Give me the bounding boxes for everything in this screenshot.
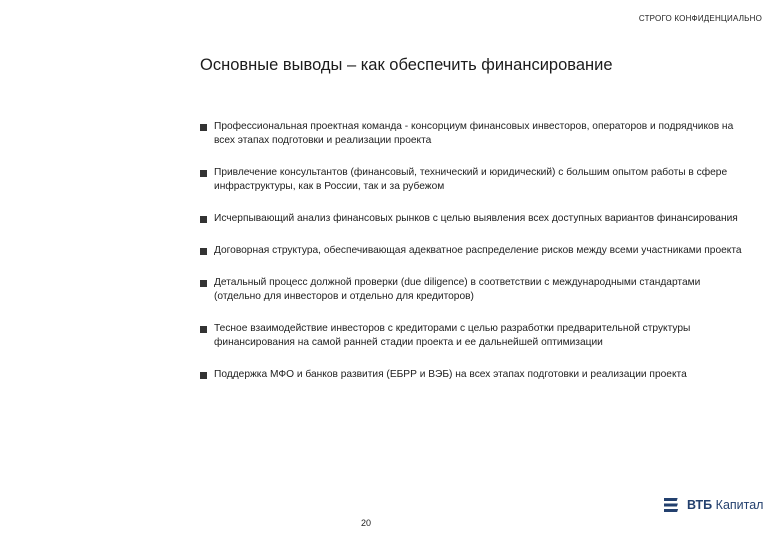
- bullet-text: Исчерпывающий анализ финансовых рынков с целью выявления всех доступных вариантов финансирования: [214, 213, 738, 224]
- logo-suffix: Капитал: [715, 498, 764, 512]
- bullet-square-icon: [200, 248, 207, 255]
- bullet-square-icon: [200, 326, 207, 333]
- bullet-text: Поддержка МФО и банков развития (ЕБРР и ВЭБ) на всех этапах подготовки и реализации проекта: [214, 369, 687, 380]
- bullet-square-icon: [200, 216, 207, 223]
- bullet-item: [198, 120, 748, 148]
- bullet-item: [198, 276, 748, 304]
- bullet-square-icon: [200, 124, 207, 131]
- bullet-square-icon: [200, 170, 207, 177]
- bullet-list: [198, 120, 748, 400]
- bullet-item: [198, 212, 748, 226]
- slide-title: Основные выводы – как обеспечить финансирование: [200, 56, 613, 74]
- bullet-text: Детальный процесс должной проверки (due diligence) в соответствии с международными стандартами (отдельно для инвесторов и отдельно для кредиторов): [214, 277, 701, 302]
- confidential-label: СТРОГО КОНФИДЕНЦИАЛЬНО: [638, 14, 762, 23]
- bullet-text: Профессиональная проектная команда - консорциум финансовых инвесторов, операторов и подрядчиков на всех этапах подготовки и реализации проекта: [214, 121, 734, 146]
- bullet-text: Договорная структура, обеспечивающая адекватное распределение рисков между всеми участниками проекта: [214, 245, 742, 256]
- bullet-square-icon: [200, 372, 207, 379]
- bullet-text: Привлечение консультантов (финансовый, технический и юридический) с большим опытом работы в сфере инфраструктуры, как в России, так и за рубежом: [214, 167, 728, 192]
- logo-text: [687, 498, 763, 512]
- vtb-capital-logo: [664, 497, 763, 513]
- bullet-item: [198, 322, 748, 350]
- page-number: 20: [361, 518, 372, 528]
- logo-brand: ВТБ: [687, 498, 713, 512]
- bullet-item: [198, 166, 748, 194]
- bullet-text: Тесное взаимодействие инвесторов с кредиторами с целью разработки предварительной структуры финансирования на самой ранней стадии проекта и ее дальнейшей оптимизации: [214, 323, 691, 348]
- bullet-item: [198, 244, 748, 258]
- bullet-square-icon: [200, 280, 207, 287]
- bullet-item: [198, 368, 748, 382]
- vtb-logo-mark-icon: [664, 497, 682, 513]
